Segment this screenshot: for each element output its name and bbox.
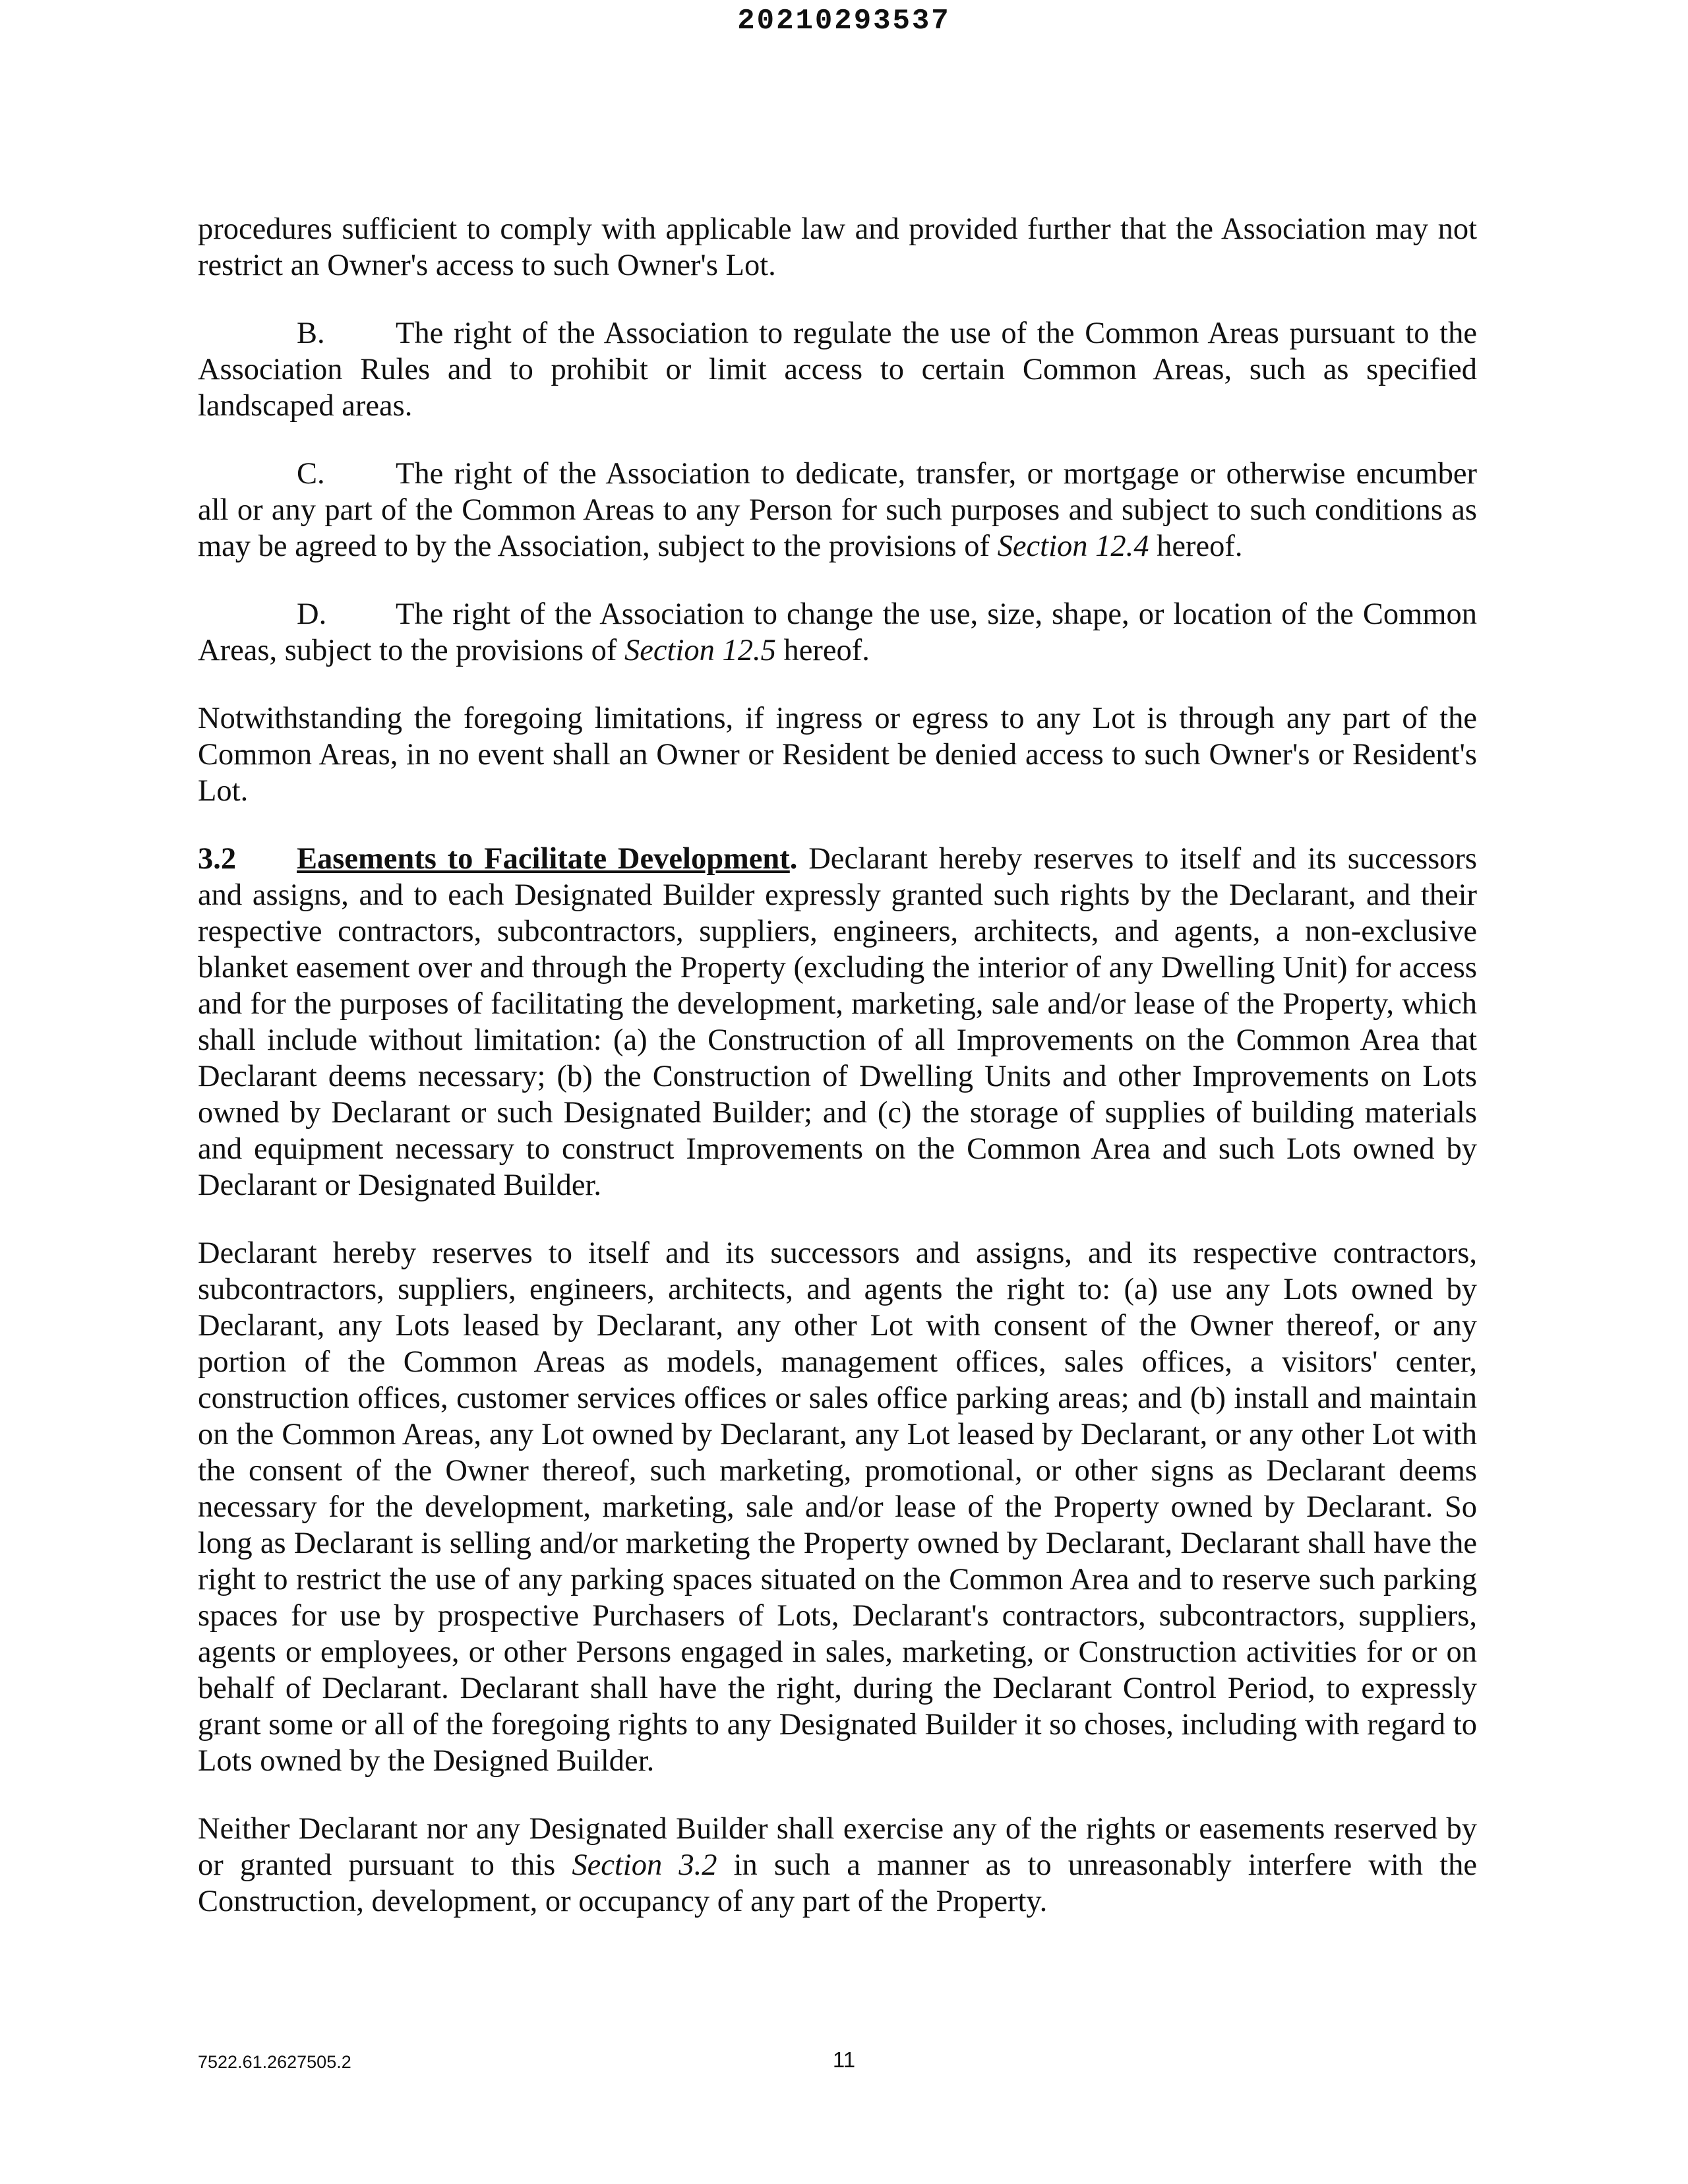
list-text: The right of the Association to regulate the use of the Common Areas pursuant to the Association Rules and to prohibit or limit access to certain Common Areas, such as specified landscaped areas. <box>198 317 1477 423</box>
paragraph-neither <box>198 1811 1477 1920</box>
document-number: 20210293537 <box>737 5 951 38</box>
section-reference: Section 12.4 <box>997 530 1149 563</box>
list-text-end: hereof. <box>1149 530 1243 563</box>
section-title-punct: . <box>789 842 798 876</box>
section-text: Declarant hereby reserves to itself and its successors and assigns, and to each Designated Builder expressly granted such rights by the Declarant, and their respective contractors, subcontractors, suppliers, engineers, architects, and agents, a non-exclusive blanket easement over and through the Property (excluding the interior of any Dwelling Unit) for access and for the purposes of facilitating the development, marketing, sale and/or lease of the Property, which shall include without limitation: (a) the Construction of all Improvements on the Common Area that Declarant deems necessary; (b) the Construction of Dwelling Units and other Improvements on Lots owned by Declarant or such Designated Builder; and (c) the storage of supplies of building materials and equipment necessary to construct Improvements on the Common Area and such Lots owned by Declarant or Designated Builder. <box>198 842 1477 1202</box>
paragraph-declarant-reserves: Declarant hereby reserves to itself and its successors and assigns, and its respective contractors, subcontractors, suppliers, engineers, architects, and agents the right to: (a) use any Lots owned by Declarant, any Lots leased by Declarant, any other Lot with consent of the Owner thereof, or any portion of the Common Areas as models, management offices, sales offices, a visitors' center, construction offices, customer services offices or sales office parking areas; and (b) install and maintain on the Common Areas, any Lot owned by Declarant, any Lot leased by Declarant, or any other Lot with the consent of the Owner thereof, such marketing, promotional, or other signs as Declarant deems necessary for the development, marketing, sale and/or lease of the Property owned by Declarant. So long as Declarant is selling and/or marketing the Property owned by Declarant, Declarant shall have the right to restrict the use of any parking spaces situated on the Common Area and to reserve such parking spaces for use by prospective Purchasers of Lots, Declarant's contractors, subcontractors, suppliers, agents or employees, or other Persons engaged in sales, marketing, or Construction activities for or on behalf of Declarant. Declarant shall have the right, during the Declarant Control Period, to expressly grant some or all of the foregoing rights to any Designated Builder it so choses, including with regard to Lots owned by the Designed Builder. <box>198 1236 1477 1778</box>
section-reference: Section 3.2 <box>572 1848 717 1882</box>
paragraph-notwithstanding: Notwithstanding the foregoing limitations, if ingress or egress to any Lot is through any part of the Common Areas, in no event shall an Owner or Resident be denied access to such Owner's or Resident's Lot. <box>198 702 1477 808</box>
section-reference: Section 12.5 <box>624 634 776 667</box>
paragraph-text-end: in such a manner as to unreasonably interfere with the Construction, development, or occupancy of any part of the Property. <box>198 1848 1477 1918</box>
list-text-end: hereof. <box>775 634 870 667</box>
page-number: 11 <box>832 2048 856 2072</box>
paragraph-continuation: procedures sufficient to comply with applicable law and provided further that the Association may not restrict an Owner's access to such Owner's Lot. <box>198 212 1477 282</box>
footer-document-id: 7522.61.2627505.2 <box>198 2052 351 2072</box>
list-item-b <box>198 315 1477 424</box>
section-title: Easements to Facilitate Development <box>297 842 790 876</box>
list-letter: C. <box>297 457 325 491</box>
paragraph-text: Neither Declarant nor any Designated Builder shall exercise any of the rights or easements reserved by or granted pursuant to this <box>198 1812 1477 1882</box>
list-text: The right of the Association to change the use, size, shape, or location of the Common Areas, subject to the provisions of <box>198 597 1477 667</box>
list-item-c <box>198 456 1477 564</box>
list-item-d <box>198 596 1477 669</box>
section-3-2 <box>198 841 1477 1203</box>
section-number: 3.2 <box>198 842 237 876</box>
document-body <box>198 211 1477 1951</box>
list-text: The right of the Association to dedicate, transfer, or mortgage or otherwise encumber all or any part of the Common Areas to any Person for such purposes and subject to such conditions as may be agreed to by the Association, subject to the provisions of <box>198 457 1477 563</box>
list-letter: D. <box>297 597 327 631</box>
list-letter: B. <box>297 317 325 350</box>
